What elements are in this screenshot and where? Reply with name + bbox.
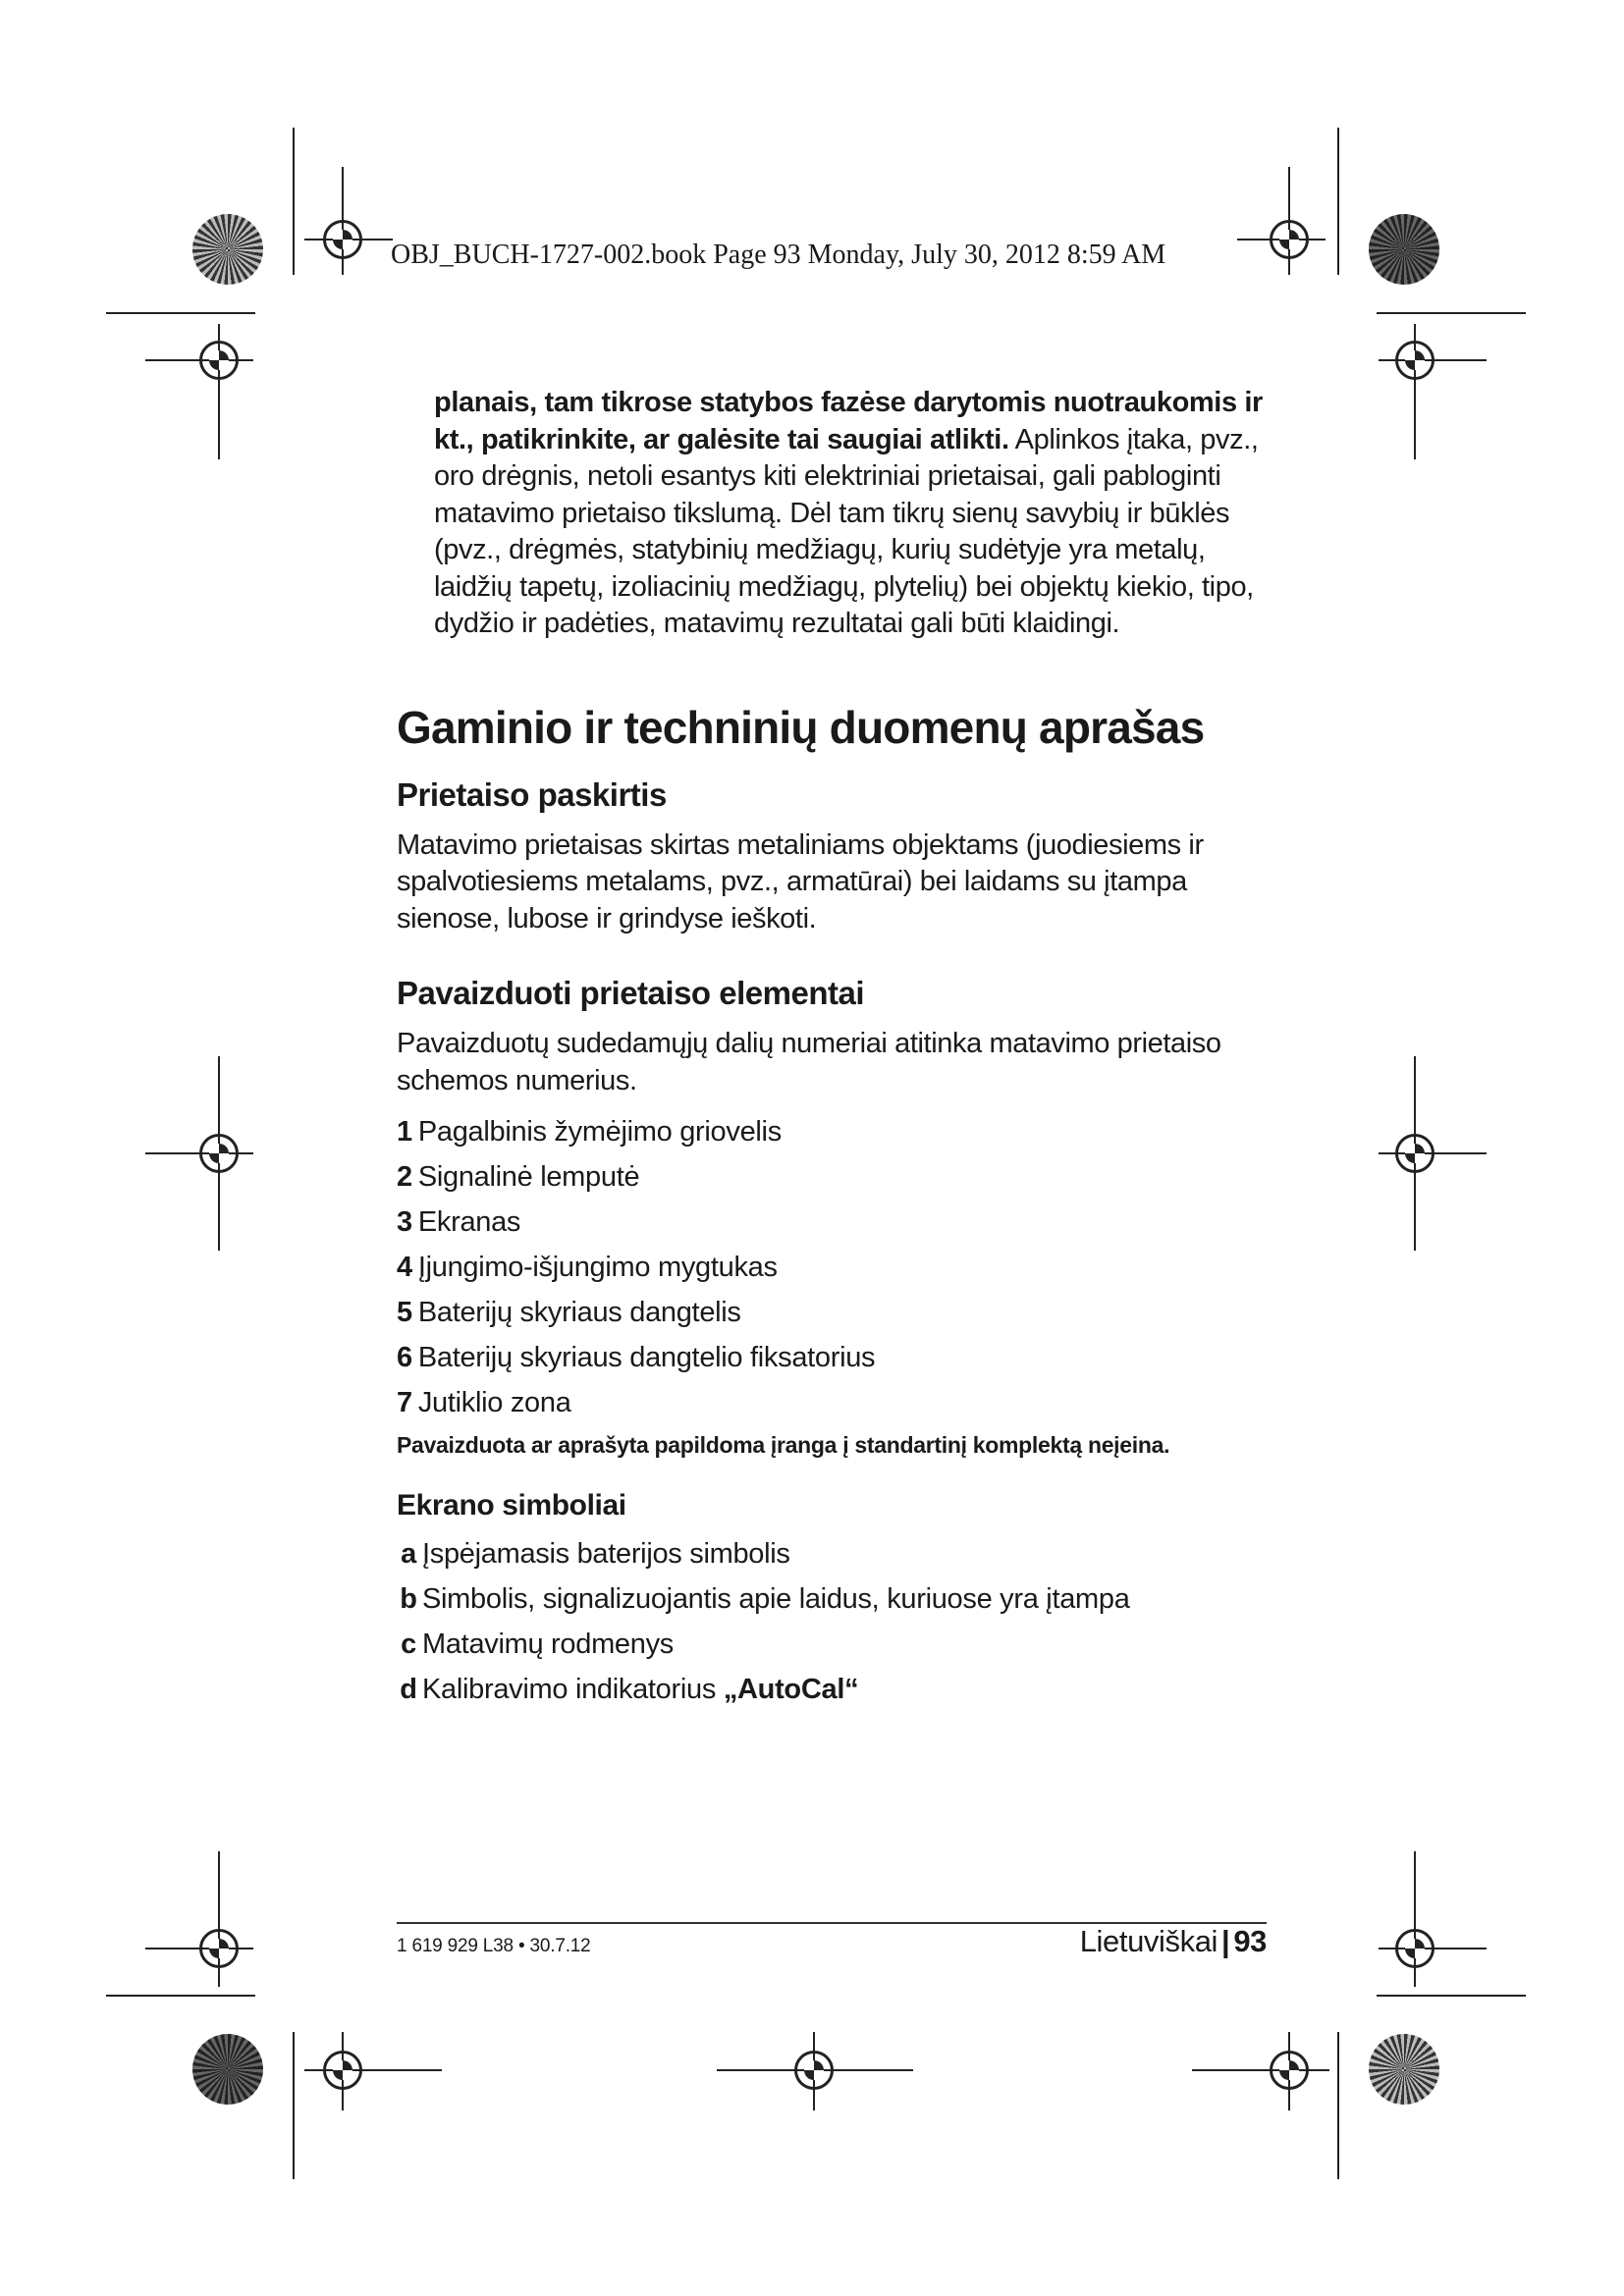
page-number: 93: [1233, 1924, 1267, 1958]
item-label: Baterijų skyriaus dangtelis: [417, 1297, 741, 1328]
list-item: [397, 1667, 1271, 1712]
registration-mark-icon: [323, 220, 362, 259]
list-item: [397, 1200, 1271, 1245]
item-number: 1: [397, 1116, 412, 1148]
symbol-label: Kalibravimo indikatorius: [422, 1674, 724, 1705]
symbol-label: Matavimų rodmenys: [422, 1629, 674, 1660]
symbol-letter: a: [401, 1538, 416, 1570]
registration-mark-icon: [794, 2051, 834, 2090]
crop-line: [106, 312, 255, 314]
registration-mark-icon: [1395, 1929, 1435, 1968]
registration-mark-icon: [199, 1929, 239, 1968]
list-item: [397, 1109, 1271, 1154]
section-title: Gaminio ir techninių duomenų aprašas: [397, 701, 1205, 753]
rosette-icon: [192, 214, 263, 285]
crop-line: [106, 1995, 255, 1997]
registration-mark-icon: [199, 341, 239, 380]
item-label: Įjungimo-išjungimo mygtukas: [417, 1252, 778, 1283]
footer-separator: |: [1221, 1924, 1230, 1958]
list-item: [397, 1245, 1271, 1290]
intro-bold: planais, tam tikrose statybos fazėse darytomis nuotraukomis ir kt., patikrinkite, ar galėsite tai saugiai atlikti.: [434, 387, 1263, 455]
elements-list: [397, 1109, 1271, 1425]
registration-mark-icon: [1270, 220, 1309, 259]
display-symbols-list: [397, 1531, 1271, 1712]
list-item: [397, 1335, 1271, 1380]
item-label: Signalinė lemputė: [417, 1161, 640, 1193]
list-item: [397, 1576, 1271, 1622]
symbol-letter: b: [400, 1583, 417, 1615]
item-label: Baterijų skyriaus dangtelio fiksatorius: [417, 1342, 876, 1373]
page-content: [397, 385, 1271, 1712]
purpose-heading: Prietaiso paskirtis: [397, 775, 667, 813]
crop-line: [1377, 1995, 1526, 1997]
symbol-letter: d: [400, 1674, 417, 1705]
autocal-label: „AutoCal“: [723, 1674, 859, 1705]
elements-text: Pavaizduotų sudedamųjų dalių numeriai atitinka matavimo prietaiso schemos numerius.: [397, 1028, 1221, 1096]
display-symbols-heading: Ekrano simboliai: [397, 1489, 626, 1522]
crosshair-h: [1192, 2069, 1329, 2071]
intro-paragraph: [434, 385, 1271, 643]
item-number: 3: [397, 1206, 412, 1238]
registration-mark-icon: [1395, 1134, 1435, 1173]
registration-mark-icon: [199, 1134, 239, 1173]
rosette-icon: [1369, 214, 1439, 285]
list-item: [397, 1154, 1271, 1200]
elements-heading: Pavaizduoti prietaiso elementai: [397, 975, 864, 1011]
symbol-label: Įspėjamasis baterijos simbolis: [422, 1538, 790, 1570]
registration-mark-icon: [1270, 2051, 1309, 2090]
footer-page-info: [1080, 1924, 1267, 1959]
crop-line: [293, 128, 295, 275]
list-item: [397, 1380, 1271, 1425]
symbol-label: Simbolis, signalizuojantis apie laidus, kuriuose yra įtampa: [422, 1583, 1130, 1615]
crop-line: [1377, 312, 1526, 314]
item-number: 4: [397, 1252, 412, 1283]
item-number: 5: [397, 1297, 412, 1328]
print-header: OBJ_BUCH-1727-002.book Page 93 Monday, July 30, 2012 8:59 AM: [391, 240, 1166, 270]
item-number: 6: [397, 1342, 412, 1373]
crop-line: [1337, 2032, 1339, 2179]
list-item: [397, 1622, 1271, 1667]
symbol-letter: c: [401, 1629, 416, 1660]
item-label: Jutiklio zona: [417, 1387, 571, 1418]
footer-doc-code: 1 619 929 L38 • 30.7.12: [397, 1936, 591, 1956]
intro-text: Aplinkos įtaka, pvz., oro drėgnis, netoli esantys kiti elektriniai prietaisai, gali pabloginti matavimo prietaiso tikslumą. Dėl tam tikrų sienų savybių ir būklės (pvz., drėgmės, statybinių medžiagų, kurių sudėtyje yra metalų, laidžių tapetų, izoliacinių medžiagų, plytelių) bei objektų kiekio, tipo, dydžio ir padėties, matavimų rezultatai gali būti klaidingi.: [434, 423, 1259, 639]
item-label: Ekranas: [417, 1206, 521, 1238]
footer-language: Lietuviškai: [1079, 1924, 1218, 1958]
item-number: 7: [397, 1387, 412, 1418]
rosette-icon: [1369, 2034, 1439, 2105]
list-item: [397, 1531, 1271, 1576]
registration-mark-icon: [1395, 341, 1435, 380]
accessories-note: Pavaizduota ar aprašyta papildoma įranga į standartinį komplektą neįeina.: [397, 1432, 1170, 1458]
item-label: Pagalbinis žymėjimo griovelis: [417, 1116, 782, 1148]
list-item: [397, 1290, 1271, 1335]
item-number: 2: [397, 1161, 412, 1193]
registration-mark-icon: [323, 2051, 362, 2090]
rosette-icon: [192, 2034, 263, 2105]
crop-line: [1337, 128, 1339, 275]
crop-line: [293, 2032, 295, 2179]
purpose-text: Matavimo prietaisas skirtas metaliniams objektams (juodiesiems ir spalvotiesiems metalams, pvz., armatūrai) bei laidams su įtampa sienose, lubose ir grindyse ieškoti.: [397, 828, 1204, 934]
